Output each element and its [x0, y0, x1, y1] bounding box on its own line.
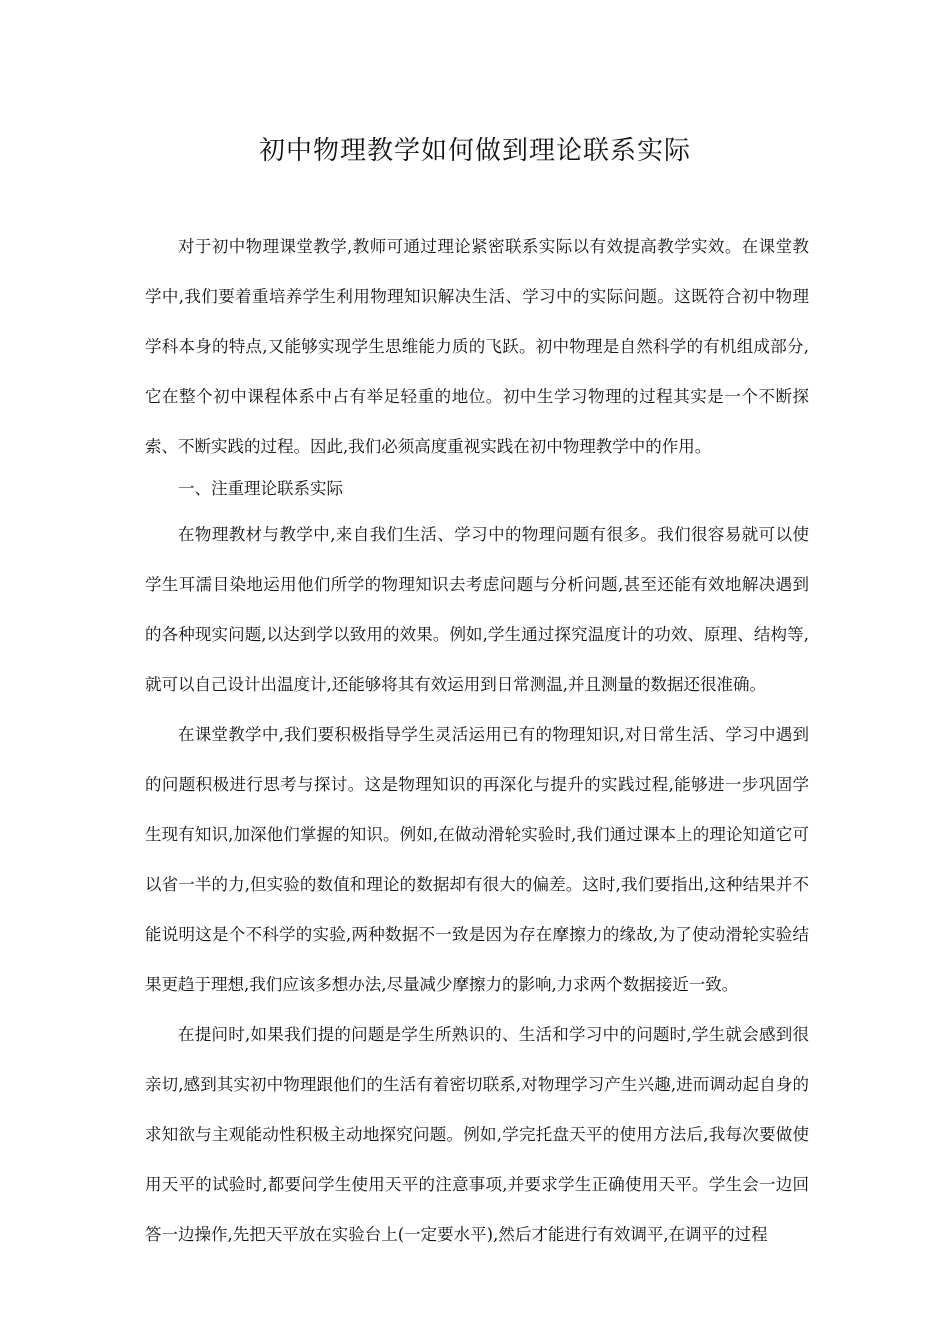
document-title: 初中物理教学如何做到理论联系实际	[258, 136, 691, 166]
document-body	[145, 222, 809, 1260]
paragraph-section1-1: 在物理教材与教学中,来自我们生活、学习中的物理问题有很多。我们很容易就可以使学生耳濡目染地运用他们所学的物理知识去考虑问题与分析问题,甚至还能有效地解决遇到的各种现实问题,以达到学以致用的效果。例如,学生通过探究温度计的功效、原理、结构等,就可以自己设计出温度计,还能够将其有效运用到日常测温,并且测量的数据还很准确。	[145, 525, 809, 694]
section-heading: 一、注重理论联系实际	[178, 479, 343, 498]
paragraph-intro: 对于初中物理课堂教学,教师可通过理论紧密联系实际以有效提高教学实效。在课堂教学中,我们要着重培养学生利用物理知识解决生活、学习中的实际问题。这既符合初中物理学科本身的特点,又能够实现学生思维能力质的飞跃。初中物理是自然科学的有机组成部分,它在整个初中课程体系中占有举足轻重的地位。初中生学习物理的过程其实是一个不断探索、不断实践的过程。因此,我们必须高度重视实践在初中物理教学中的作用。	[145, 237, 809, 456]
paragraph-section1-2: 在课堂教学中,我们要积极指导学生灵活运用已有的物理知识,对日常生活、学习中遇到的问题积极进行思考与探讨。这是物理知识的再深化与提升的实践过程,能够进一步巩固学生现有知识,加深他们掌握的知识。例如,在做动滑轮实验时,我们通过课本上的理论知道它可以省一半的力,但实验的数值和理论的数据却有很大的偏差。这时,我们要指出,这种结果并不能说明这是个不科学的实验,两种数据不一致是因为存在摩擦力的缘故,为了使动滑轮实验结果更趋于理想,我们应该多想办法,尽量减少摩擦力的影响,力求两个数据接近一致。	[145, 725, 809, 994]
paragraph-section1-3: 在提问时,如果我们提的问题是学生所熟识的、生活和学习中的问题时,学生就会感到很亲切,感到其实初中物理跟他们的生活有着密切联系,对物理学习产生兴趣,进而调动起自身的求知欲与主观能动性积极主动地探究问题。例如,学完托盘天平的使用方法后,我每次要做使用天平的试验时,都要问学生使用天平的注意事项,并要求学生正确使用天平。学生会一边回答一边操作,先把天平放在实验台上(一定要水平),然后才能进行有效调平,在调平的过程	[145, 1025, 809, 1244]
